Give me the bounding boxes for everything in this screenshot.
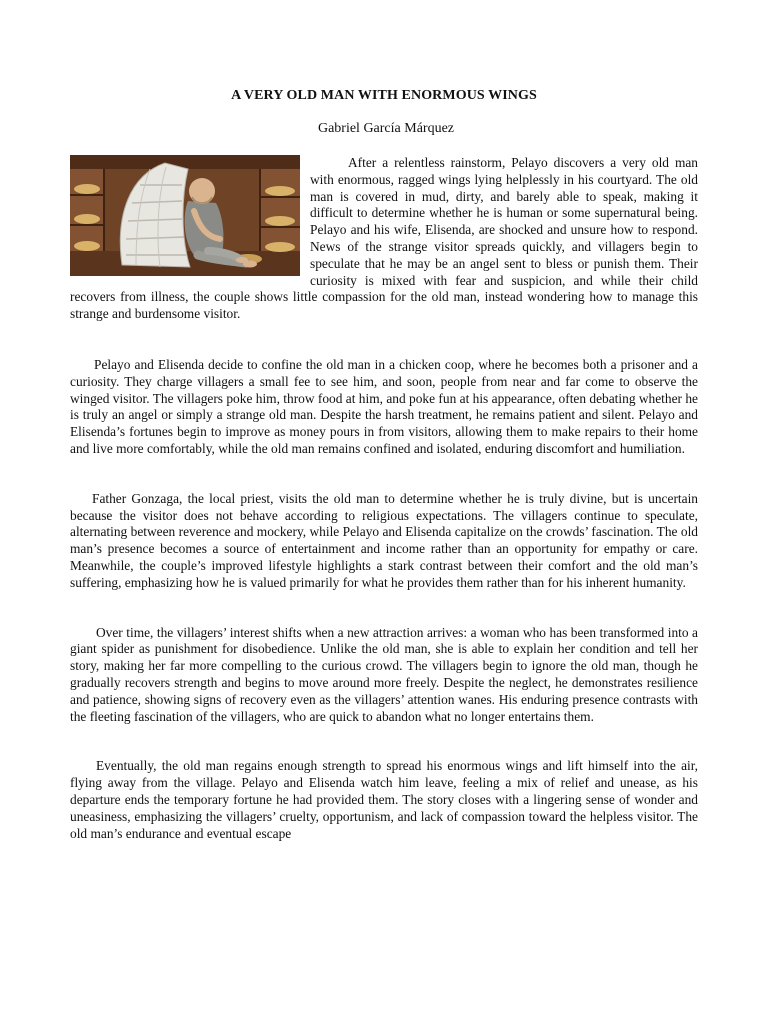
author-name: Gabriel García Márquez: [317, 121, 455, 136]
paragraph: Eventually, the old man regains enough strength to spread his enormous wings and lift himself into the air, flying away from the village. Pelayo and Elisenda watch him leave, feeling a mix of relief and unease, as his departure ends the temporary fortune he had provided them. The story closes with a lingering sense of wonder and uneasiness, emphasizing the villagers’ cruelty, opportunism, and lack of compassion toward the helpless visitor. The old man’s endurance and eventual escape: [70, 758, 698, 841]
paragraph: Over time, the villagers’ interest shifts when a new attraction arrives: a woman who has been transformed into a giant spider as punishment for disobedience. Unlike the old man, she is able to explain her condition and tell her story, making her far more compelling to the curious crowd. The villagers begin to ignore the old man, though he gradually recovers strength and begins to move around more freely. Despite the neglect, he demonstrates resilience and patience, showing signs of recovery even as the villagers’ attention wanes. His enduring presence contrasts with the fleeting fascination of the villagers, who are quick to abandon what no longer entertains them.: [70, 624, 698, 724]
paragraph: Father Gonzaga, the local priest, visits the old man to determine whether he is truly divine, but is uncertain because the visitor does not behave according to religious expectations. The villagers continue to speculate, alternating between reverence and mockery, while Pelayo and Elisenda capitalize on the crowds’ fascination. The old man’s presence becomes a source of entertainment and income rather than an opportunity for empathy or care. Meanwhile, the couple’s improved lifestyle highlights a stark contrast between their comfort and the old man’s suffering, emphasizing how he is valued primarily for what he provides them rather than for his inherent humanity.: [70, 490, 698, 590]
paragraph: Pelayo and Elisenda decide to confine the old man in a chicken coop, where he becomes both a prisoner and a curiosity. They charge villagers a small fee to see him, and soon, people from near and far come to observe the winged visitor. The villagers poke him, throw food at him, and poke fun at his appearance, often debating whether he is truly an angel or simply a strange old man. Despite the harsh treatment, he remains patient and silent. Pelayo and Elisenda’s fortunes begin to improve as money pours in from visitors, allowing them to make repairs to their home and live more comfortably, while the old man remains confined and isolated, enduring discomfort and humiliation.: [70, 356, 698, 456]
story-body: [70, 155, 698, 842]
paragraph: After a relentless rainstorm, Pelayo discovers a very old man with enormous, ragged wings lying helplessly in his courtyard. The old man is covered in mud, dirty, and barely able to speak, making it difficult to determine whether he is human or some supernatural being. Pelayo and his wife, Elisenda, are shocked and unsure how to respond. News of the strange visitor spreads quickly, and villagers begin to speculate that he may be an angel sent to bless or punish them. Their curiosity is mixed with fear and suspicion, and while their child recovers from illness, the couple shows little compassion for the old man, instead wondering how to manage this strange and burdensome visitor.: [70, 155, 698, 322]
page-title: A VERY OLD MAN WITH ENORMOUS WINGS: [231, 88, 537, 103]
winged-old-man-illustration: [70, 155, 300, 276]
